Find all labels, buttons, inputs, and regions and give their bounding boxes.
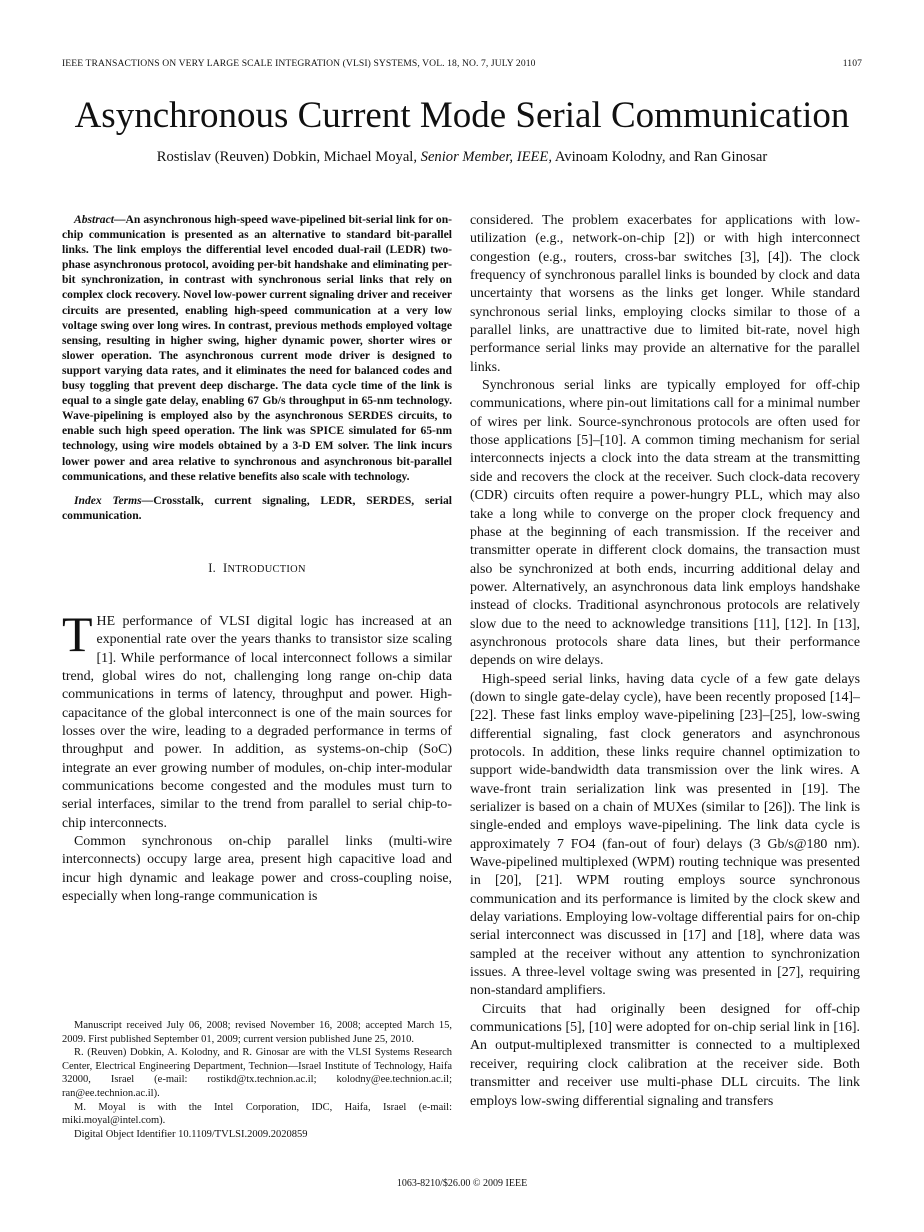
author-ginosar: Ran Ginosar (693, 149, 768, 165)
footnotes (62, 1019, 452, 1141)
right-column (470, 212, 860, 1111)
section-heading-introduction (62, 561, 452, 576)
index-terms-text: Crosstalk, current signaling, LEDR, SERDES, serial communication. (62, 493, 452, 522)
abstract-label: Abstract— (74, 213, 126, 226)
index-terms-label: Index Terms— (74, 493, 154, 507)
right-paragraph-4: Circuits that had originally been designed for off-chip communications [5], [10] were adopted for on-chip serial link in [16]. An output-multiplexed transmitter is connected to a multiplexed receiver, requiring clock calibration at the receiver side. Both transmitter and receiver use multi-phase DLL circuits. The link employs low-swing differential signaling and transfers (470, 1001, 860, 1109)
drop-cap: T (62, 605, 93, 662)
footnote-affiliation-technion: R. (Reuven) Dobkin, A. Kolodny, and R. Ginosar are with the VLSI Systems Research Center, Electrical Engineering Department, Technion—Israel Institute of Technology, Haifa 32000, Israel (e-mail: rostikd@tx.technion.ac.il; kolodny@ee.technion.ac.il; ran@ee.technion.ac.il). (62, 1047, 452, 1099)
paper-title: Asynchronous Current Mode Serial Communication (74, 95, 850, 136)
author-list (0, 148, 924, 166)
page-number: 1107 (842, 58, 862, 69)
intro-paragraph-2: Common synchronous on-chip parallel links (multi-wire interconnects) occupy large area, present high capacitive load and incur high dynamic and leakage power and cross-coupling noise, especially when long-range communication is (62, 834, 452, 905)
author-moyal: Michael Moyal (323, 149, 414, 165)
page-footer: 1063-8210/$26.00 © 2009 IEEE (396, 1178, 528, 1189)
author-dobkin: Rostislav (Reuven) Dobkin, (156, 149, 321, 165)
running-header (62, 58, 862, 69)
footnote-affiliation-intel: M. Moyal is with the Intel Corporation, IDC, Haifa, Israel (e-mail: miki.moyal@intel.com). (62, 1101, 452, 1127)
footnote-doi: Digital Object Identifier 10.1109/TVLSI.2009.2020859 (74, 1128, 308, 1140)
right-paragraph-1: considered. The problem exacerbates for applications with low-utilization (e.g., network-on-chip [2]) or with high interconnect congestion (e.g., routers, cross-bar switches [3], [4]). The clock frequency of synchronous parallel links is bounded by clock and data uncertainty that worsens as the links get longer. While standard synchronous serial links, employing clocks similar to those of a parallel links, are unattractive due to limited bit-rate, novel high performance serial links may provide an alternative for the parallel links. (470, 213, 860, 375)
abstract (62, 212, 452, 484)
abstract-text: An asynchronous high-speed wave-pipelined bit-serial link for on-chip communication is presented as an alternative to standard bit-parallel links. The link employs the differential level encoded dual-rail (LEDR) two-phase asynchronous protocol, avoiding per-bit handshake and eliminating per-bit synchronization, in contrast with synchronous serial links that rely on complex clock recovery. Novel low-power current signaling driver and receiver circuits are presented, enabling high-speed communication at a very low voltage swing over long wires. In contrast, previous methods employed voltage sensing, resulting in higher swing, higher dynamic power, shorter wires or slower operation. The asynchronous current mode driver is designed to support varying data rates, and it eliminates the need for balanced codes and busy toggling that prevent deep discharge. The data cycle time of the link is equal to a single gate delay, enabling 67 Gb/s throughput in 65-nm technology. Wave-pipelining is employed also by the asynchronous SERDES circuits, to enable such high speed operation. The link was SPICE simulated for 65-nm technology, using wire models obtained by a 3-D EM solver. The link incurs lower power and area relative to synchronous and asynchronous bit-parallel communications, and these relative benefits also scale with technology. (62, 213, 452, 483)
footnote-manuscript: Manuscript received July 06, 2008; revised November 16, 2008; accepted March 15, 2009. First published September 01, 2009; current version published June 25, 2010. (62, 1020, 452, 1045)
index-terms (62, 493, 452, 523)
left-column (62, 212, 452, 906)
right-paragraph-3: High-speed serial links, having data cycle of a few gate delays (down to single gate-delay cycle), have been recently proposed [14]–[22]. These fast links employ wave-pipelining [23]–[25], low-swing differential signaling, fast clock generators and asynchronous protocols. In addition, these links require channel optimization to support wide-bandwidth data transmission over the link wires. A wave-front train serialization link was presented in [19]. The serializer is based on a chain of MUXes (similar to [26]). The link is single-ended and employs wave-pipelining. The link data cycle is approximately 7 FO4 (fan-out of four) delays (3 Gb/s@180 nm). Wave-pipelined multiplexed (WPM) routing technique was presented in [20], [21]. WPM routing employs source synchronous communication and its performance is limited by the clock skew and delay variations. Employing low-voltage differential pairs for on-chip serial interconnect was discussed in [17] and [18], where data was sampled at the receiver without any attention to synchronization issues. A three-level voltage swing was presented in [27], requiring non-standard amplifiers. (470, 671, 860, 999)
right-paragraph-2: Synchronous serial links are typically employed for off-chip communications, where pin-out limitations call for a minimal number of wires per link. Source-synchronous protocols are often used for those applications [5]–[10]. A common timing mechanism for serial interconnects injects a clock into the data stream at the transmitting side and recovers the clock at the receiver. Such clock-data recovery (CDR) circuits often require a power-hungry PLL, which may also take a long while to converge on the proper clock frequency and phase at the beginning of each transmission. If the receiver and transmitter operate in different clock domains, the transaction must also be synchronized at both ends, incurring additional delay and power. Alternatively, an asynchronous data link employs handshake instead of clocks. Traditional asynchronous protocols are relatively slow due to the need to acknowledge transitions [11], [12]. In [13], asynchronous protocols share data lines, but their performance depends on wire delays. (470, 378, 860, 669)
journal-name: IEEE TRANSACTIONS ON VERY LARGE SCALE INTEGRATION (VLSI) SYSTEMS, VOL. 18, NO. 7, JULY 2010 (62, 58, 536, 69)
section-title-initial: I (222, 560, 228, 575)
section-numeral: I. (208, 560, 217, 575)
section-title-rest: NTRODUCTION (227, 563, 306, 575)
author-kolodny: Avinoam Kolodny, and (554, 149, 691, 165)
intro-paragraph-1 (62, 605, 452, 833)
intro-paragraph-1-text: HE performance of VLSI digital logic has increased at an exponential rate over the years thanks to transistor size scaling [1]. While performance of local interconnect follows a similar trend, global wires do not, challenging long range on-chip data communications in terms of latency, throughput and power. High-capacitance of the global interconnect is one of the main sources for losses over the wire, leading to a degraded performance in terms of throughput and power. In addition, as systems-on-chip (SoC) integrate an ever growing number of modules, on-chip inter-modular communications become congested and the modules must turn to serial interfaces, similar to the trend from parallel to serial chip-to-chip interconnects. (62, 613, 452, 831)
author-moyal-role: , Senior Member, IEEE, (413, 149, 552, 165)
